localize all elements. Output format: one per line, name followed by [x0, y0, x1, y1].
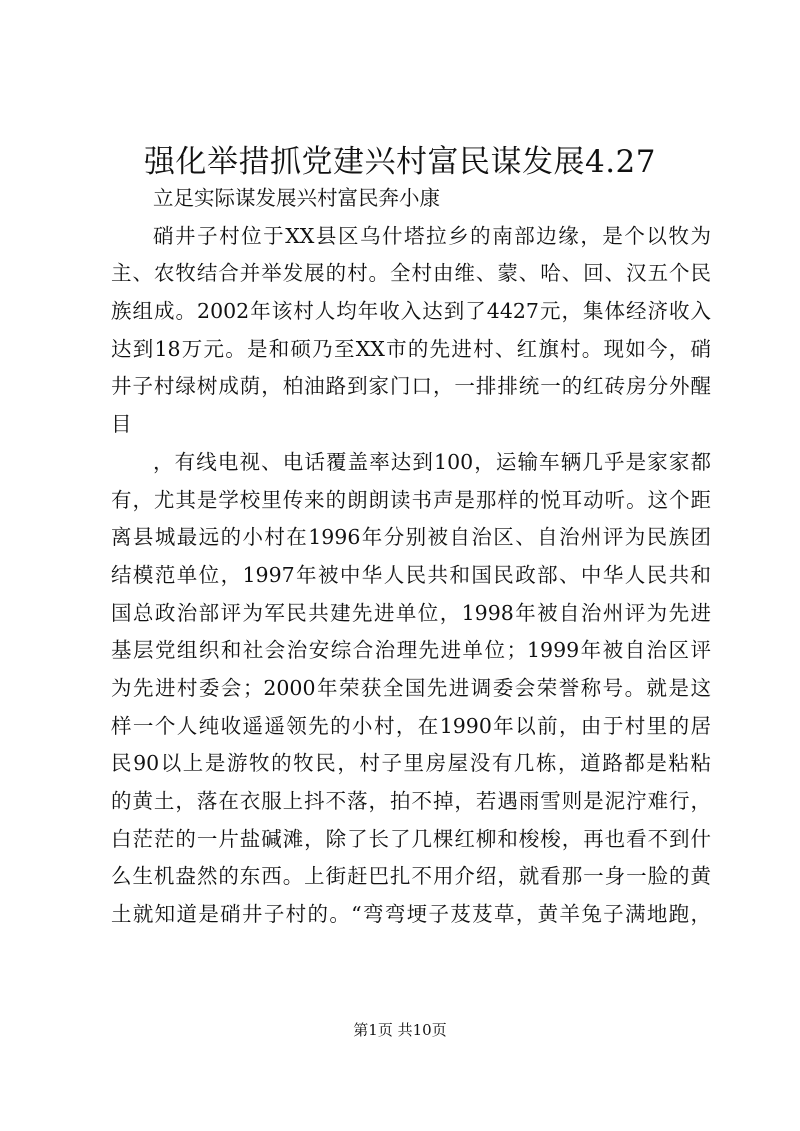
paragraph-line: 样一个人纯收遥遥领先的小村，在1990年以前，由于村里的居 — [111, 713, 711, 738]
paragraph-line: 国总政治部评为军民共建先进单位，1998年被自治州评为先进 — [111, 600, 711, 625]
paragraph-line: 有，尤其是学校里传来的朗朗读书声是那样的悦耳动听。这个距 — [111, 487, 711, 512]
paragraph-line: 离县城最远的小村在1996年分别被自治区、自治州评为民族团 — [111, 525, 711, 550]
paragraph-line: 白茫茫的一片盐碱滩，除了长了几棵红柳和梭梭，再也看不到什 — [111, 826, 711, 851]
paragraph-line: 井子村绿树成荫，柏油路到家门口，一排排统一的红砖房分外醒 — [111, 374, 711, 399]
document-title: 强化举措抓党建兴村富民谋发展4.27 — [143, 144, 657, 180]
subtitle-line: 立足实际谋发展兴村富民奔小康 — [153, 186, 440, 210]
document-body — [111, 180, 711, 934]
paragraph-line: 的黄土，落在衣服上抖不落，拍不掉，若遇雨雪则是泥泞难行， — [111, 789, 711, 813]
paragraph-line: 目 — [111, 412, 132, 437]
paragraph-line: 族组成。2002年该村人均年收入达到了4427元，集体经济收入 — [111, 299, 711, 324]
page-number-footer: 第1页 共10页 — [353, 1021, 447, 1039]
paragraph-line: 为先进村委会；2000年荣获全国先进调委会荣誉称号。就是这 — [111, 675, 711, 700]
paragraph-line: 基层党组织和社会治安综合治理先进单位；1999年被自治区评 — [111, 638, 711, 663]
paragraph-line: 结模范单位，1997年被中华人民共和国民政部、中华人民共和 — [111, 562, 711, 587]
paragraph-line: 主、农牧结合并举发展的村。全村由维、蒙、哈、回、汉五个民 — [111, 261, 711, 286]
paragraph-line: 土就知道是硝井子村的。“弯弯埂子芨芨草，黄羊兔子满地跑， — [111, 902, 711, 927]
paragraph-line: ，有线电视、电话覆盖率达到100，运输车辆几乎是家家都 — [153, 449, 711, 474]
paragraph-line: 硝井子村位于XX县区乌什塔拉乡的南部边缘，是个以牧为 — [153, 223, 711, 248]
paragraph-line: 民90以上是游牧的牧民，村子里房屋没有几栋，道路都是粘粘 — [111, 751, 711, 776]
paragraph-line: 么生机盎然的东西。上街赶巴扎不用介绍，就看那一身一脸的黄 — [111, 864, 711, 889]
paragraph-line: 达到18万元。是和硕乃至XX市的先进村、红旗村。现如今，硝 — [111, 336, 711, 361]
